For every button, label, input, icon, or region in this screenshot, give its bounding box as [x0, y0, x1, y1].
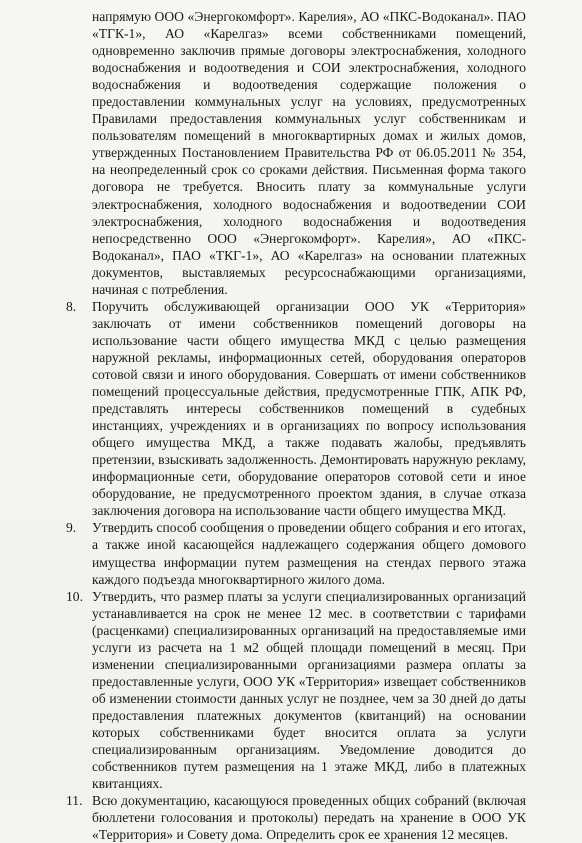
item-number: 8. — [66, 298, 77, 314]
item-text: Утвердить, что размер платы за услуги специализированных организаций устанавливается на срок не менее 12 мес. в соответствии с тарифами (расценками) специализированных организаций на предоставляемые ими услуги из расчета на 1 м2 общей площади помещений в месяц. При изменении специализированными организациями размера оплаты за предоставленные услуги, ООО УК «Территория» извещает собственников об изменении стоимости данных услуг не позднее, чем за 30 дней до даты предоставления платежных документов (квитанций) на основании которых собственниками будет вносится оплата за услуги специализированным организациям. Уведомление доводится до собственников путем размещения на 1 этаже МКД, либо в платежных квитанциях. — [92, 588, 526, 792]
item-text: Утвердить способ сообщения о проведении общего собрания и его итогах, а также иной касающейся надлежащего содержания общего домового имущества информации путем размещения на стендах первого этажа каждого подъезда многоквартирного жилого дома. — [92, 520, 526, 587]
list-item-9 — [66, 519, 526, 587]
list-item-10 — [66, 588, 526, 793]
item-number: 10. — [66, 588, 83, 604]
item-text: Поручить обслуживающей организации ООО УК «Территория» заключать от имени собственников помещений договоры на использование части общего имущества МКД с целью размещения наружной рекламы, информационных сетей, оборудования операторов сотовой связи и иного оборудования. Совершать от имени собственников помещений процессуальные действия, предусмотренные ГПК, АПК РФ, представлять интересы собственников помещений в судебных инстанциях, учреждениях и в организациях по вопросу использования общего имущества МКД, а также подавать жалобы, предъявлять претензии, взыскивать задолженность. Демонтировать наружную рекламу, информационные сети, оборудование операторов сотовой сети и иное оборудование, не предусмотренного проектом здания, в случае отказа заключения договора на использование части общего имущества МКД. — [92, 298, 526, 519]
item-text: Всю документацию, касающуюся проведенных общих собраний (включая бюллетени голосования и протоколы) передать на хранение в ООО УК «Территория» и Совету дома. Определить срок ее хранения 12 месяцев. — [92, 793, 526, 843]
item-number: 9. — [66, 520, 77, 536]
intro-paragraph: напрямую ООО «Энергокомфорт». Карелия», АО «ПКС-Водоканал». ПАО «ТГК-1», АО «Карелгаз» всеми собственниками помещений, одновременно заключив прямые договоры электроснабжения, холодного водоснабжения и водоотведения и СОИ электроснабжения, холодного водоснабжения и водоотведения содержащие положения о предоставлении коммунальных услуг на условиях, предусмотренных Правилами предоставления коммунальных услуг собственникам и пользователям помещений в многоквартирных домах и жилых домов, утвержденных Постановлением Правительства РФ от 06.05.2011 № 354, на неопределенный срок со сроками действия. Письменная форма такого договора не требуется. Вносить плату за коммунальные услуги электроснабжения, холодного водоснабжения и водоотведении СОИ электроснабжения, холодного водоснабжения и водоотведения непосредственно ООО «Энергокомфорт». Карелия», АО «ПКС-Водоканал», ПАО «ТКГ-1», АО «Карелгаз» на основании платежных документов, выставляемых ресурсоснабжающими организациями, начиная с потребления. — [92, 9, 526, 297]
item-number: 11. — [66, 793, 83, 809]
list-item-8 — [66, 298, 526, 520]
